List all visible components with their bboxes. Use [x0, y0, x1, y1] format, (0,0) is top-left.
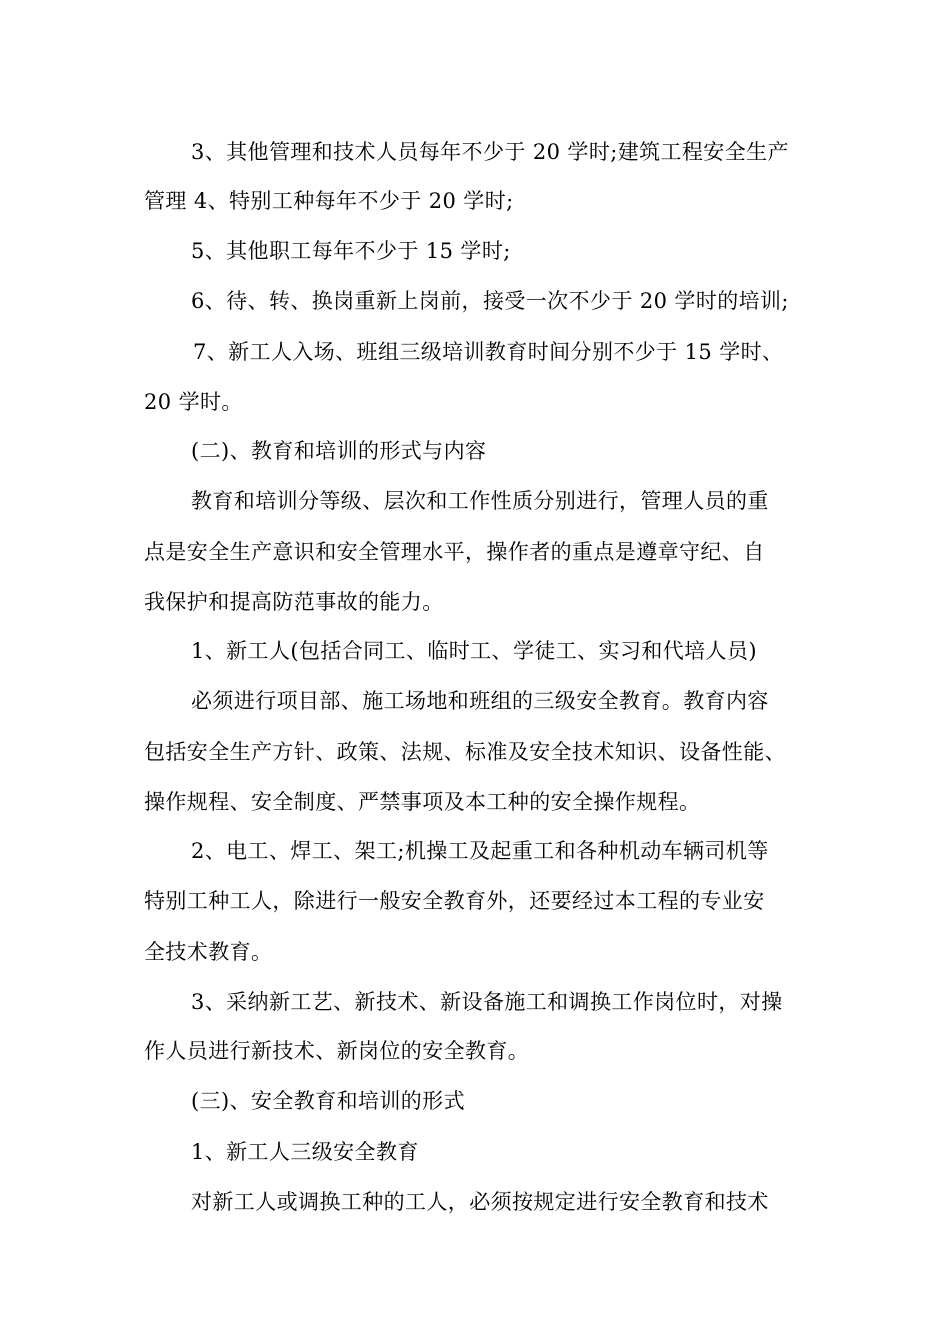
text-line: 包括安全生产方针、政策、法规、标准及安全技术知识、设备性能、 — [144, 740, 786, 764]
text-line: 5、其他职工每年不少于 15 学时; — [191, 239, 511, 263]
section-heading: (二)、教育和培训的形式与内容 — [191, 439, 487, 463]
text-line: 点是安全生产意识和安全管理水平，操作者的重点是遵章守纪、自 — [144, 540, 765, 564]
text-line: 3、采纳新工艺、新技术、新设备施工和调换工作岗位时，对操 — [191, 990, 783, 1014]
text-line: 必须进行项目部、施工场地和班组的三级安全教育。教育内容 — [191, 689, 769, 713]
text-line: 全技术教育。 — [144, 940, 273, 964]
section-heading: (三)、安全教育和培训的形式 — [191, 1089, 465, 1113]
text-line: 20 学时。 — [144, 390, 243, 414]
text-line: 作人员进行新技术、新岗位的安全教育。 — [144, 1039, 530, 1063]
text-line: 7、新工人入场、班组三级培训教育时间分别不少于 15 学时、 — [193, 340, 784, 364]
text-line: 1、新工人(包括合同工、临时工、学徒工、实习和代培人员) — [191, 639, 757, 663]
text-line: 特别工种工人，除进行一般安全教育外，还要经过本工程的专业安 — [144, 889, 765, 913]
text-line: 对新工人或调换工种的工人，必须按规定进行安全教育和技术 — [191, 1190, 769, 1214]
text-line: 6、待、转、换岗重新上岗前，接受一次不少于 20 学时的培训; — [191, 289, 789, 313]
text-line: 3、其他管理和技术人员每年不少于 20 学时;建筑工程安全生产 — [191, 140, 789, 164]
text-line: 操作规程、安全制度、严禁事项及本工种的安全操作规程。 — [144, 790, 701, 814]
text-line: 管理 4、特别工种每年不少于 20 学时; — [144, 189, 514, 213]
text-line: 教育和培训分等级、层次和工作性质分别进行，管理人员的重 — [191, 489, 769, 513]
text-line: 我保护和提高防范事故的能力。 — [144, 590, 444, 614]
text-line: 2、电工、焊工、架工;机操工及起重工和各种机动车辆司机等 — [191, 839, 769, 863]
text-line: 1、新工人三级安全教育 — [191, 1140, 419, 1164]
